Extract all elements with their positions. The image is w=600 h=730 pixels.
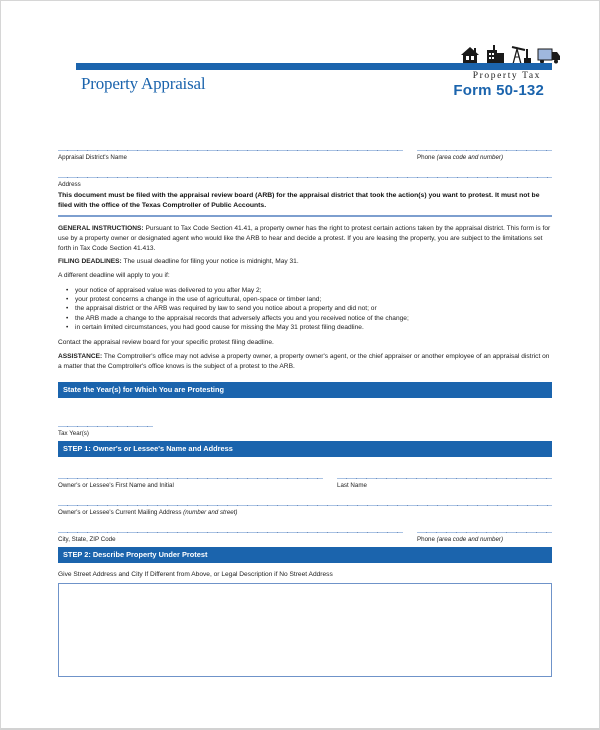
divider — [58, 215, 552, 217]
mailing-address-label — [58, 509, 238, 516]
city-state-zip-input[interactable] — [58, 532, 403, 533]
oil-derrick-icon — [510, 44, 532, 64]
list-item: • your protest concerns a change in the use of agricultural, open-space or timber land; — [66, 295, 409, 304]
district-phone-input[interactable] — [417, 150, 552, 151]
owner-phone-input[interactable] — [417, 532, 552, 533]
first-name-label: Owner's or Lessee's First Name and Initial — [58, 482, 174, 489]
truck-icon — [537, 46, 561, 64]
filing-deadlines-heading: FILING DEADLINES: — [58, 258, 122, 265]
mailing-address-input[interactable] — [58, 505, 552, 506]
assistance — [58, 352, 552, 372]
owner-phone-hint: (area code and number) — [436, 536, 504, 543]
building-icon — [485, 44, 505, 64]
form-kicker: Property Tax — [472, 71, 541, 81]
first-name-input[interactable] — [58, 478, 323, 479]
property-description-textarea[interactable] — [58, 583, 552, 677]
list-item: • your notice of appraised value was delivered to you after May 2; — [66, 286, 409, 295]
general-instructions — [58, 224, 552, 254]
district-name-label: Appraisal District's Name — [58, 154, 127, 161]
assistance-heading: ASSISTANCE: — [58, 353, 103, 360]
district-phone-label-text: Phone — [417, 154, 435, 161]
filing-notice: This document must be filed with the appraisal review board (ARB) for the appraisal district that took the action(s) you want to protest. It must not be filed with the office of the Texas Comptroller of Public Accounts. — [58, 192, 540, 209]
list-item: • in certain limited circumstances, you had good cause for missing the May 31 protest filing deadline. — [66, 323, 409, 332]
owner-phone-label — [417, 536, 503, 543]
last-name-input[interactable] — [337, 478, 552, 479]
tax-years-label: Tax Year(s) — [58, 430, 89, 437]
filing-deadlines — [58, 257, 552, 267]
district-phone-hint: (area code and number) — [436, 154, 504, 161]
last-name-label: Last Name — [337, 482, 367, 489]
page-title: Property Appraisal — [81, 74, 206, 93]
city-state-zip-label: City, State, ZIP Code — [58, 536, 116, 543]
mailing-address-hint: (number and street) — [183, 509, 238, 516]
district-name-input[interactable] — [58, 150, 403, 151]
assistance-text: The Comptroller's office may not advise a property owner, a property owner's agent, or the chief appraiser or another employee of an appraisal district on a matter that the Comptroller's office knows is the subject of a protest to the ARB. — [58, 353, 550, 370]
district-address-label: Address — [58, 181, 81, 188]
section-header-step1: STEP 1: Owner's or Lessee's Name and Address — [58, 441, 552, 457]
mailing-address-label-text: Owner's or Lessee's Current Mailing Address — [58, 509, 182, 516]
section-header-step2: STEP 2: Describe Property Under Protest — [58, 547, 552, 563]
header-icon-strip — [460, 42, 554, 64]
district-address-input[interactable] — [58, 177, 552, 178]
filing-deadlines-text: The usual deadline for filing your notice is midnight, May 31. — [121, 258, 299, 265]
deadline-conditions-list — [66, 286, 409, 332]
list-item: • the appraisal district or the ARB was required by law to send you notice about a property and did not; or — [66, 304, 409, 313]
owner-phone-label-text: Phone — [417, 536, 435, 543]
contact-arb-text: Contact the appraisal review board for your specific protest filing deadline. — [58, 339, 274, 346]
house-icon — [460, 46, 480, 64]
general-instructions-text: Pursuant to Tax Code Section 41.41, a property owner has the right to protest certain actions taken by the appraisal district. This form is for use by a property owner or designated agent who would like the ARB to hear and decide a protest. If you are leasing the property, you are subject to the limitations set forth in Tax Code Section 41.413. — [58, 225, 551, 252]
property-description-label: Give Street Address and City If Different from Above, or Legal Description if No Street Address — [58, 571, 333, 578]
header-band — [76, 63, 552, 70]
list-item: • the ARB made a change to the appraisal records that adversely affects you and you received notice of the change; — [66, 314, 409, 323]
tax-years-input[interactable] — [58, 426, 153, 427]
general-instructions-heading: GENERAL INSTRUCTIONS: — [58, 225, 144, 232]
form-number: Form 50-132 — [453, 82, 544, 99]
section-header-years: State the Year(s) for Which You are Protesting — [58, 382, 552, 398]
different-deadline-intro: A different deadline will apply to you if: — [58, 272, 170, 279]
district-phone-label — [417, 154, 503, 161]
